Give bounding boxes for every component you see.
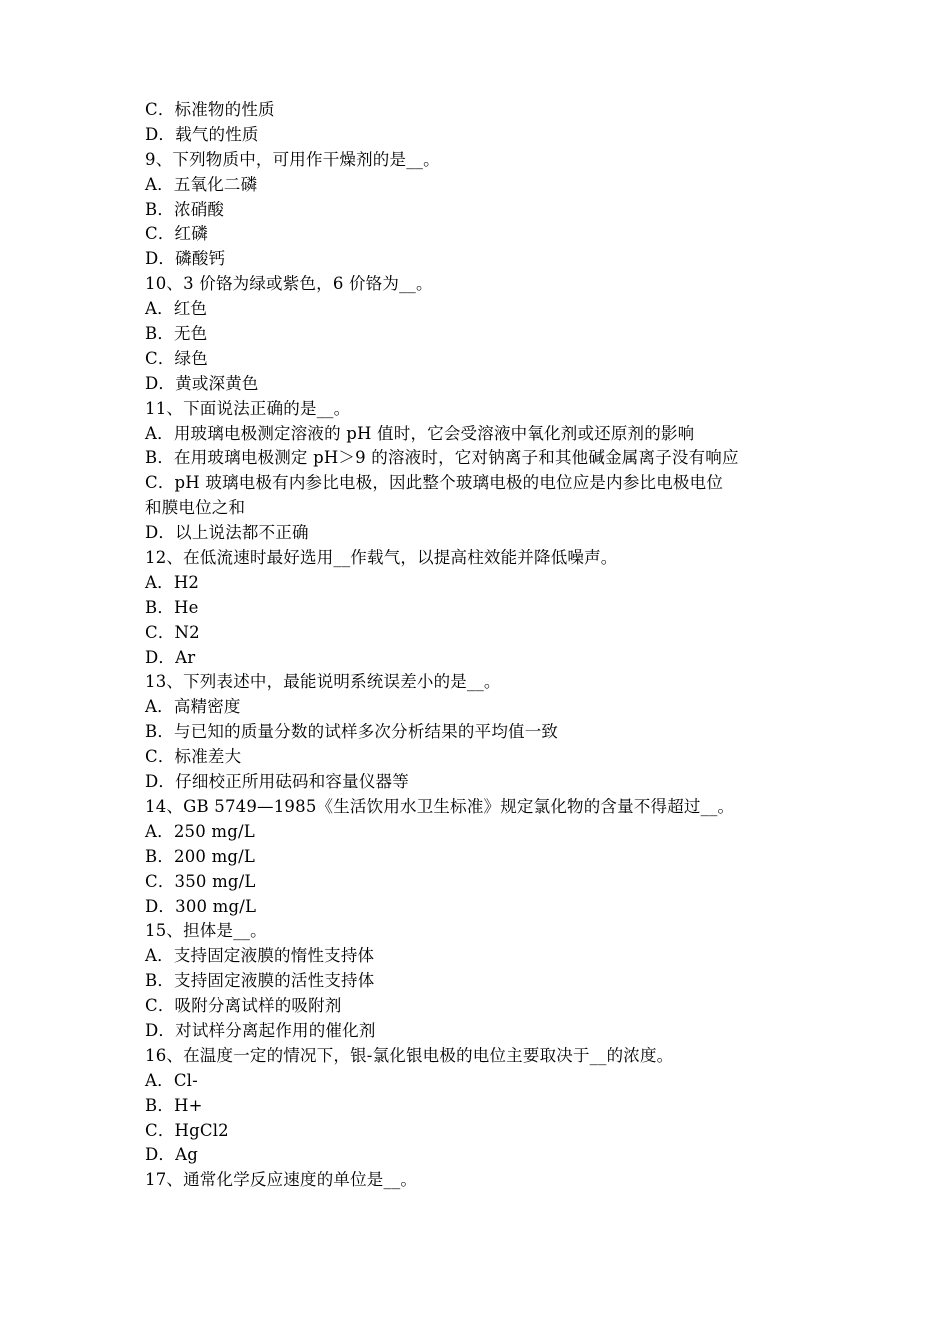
option-16c: C．HgCl2 — [145, 1120, 229, 1140]
option-16d: D．Ag — [145, 1145, 199, 1165]
option-11b: B．在用玻璃电极测定 pH＞9 的溶液时，它对钠离子和其他碱金属离子没有响应 — [145, 448, 739, 468]
option-10d: D．黄或深黄色 — [145, 373, 259, 393]
option-9c: C．红磷 — [145, 224, 208, 244]
option-14d: D．300 mg/L — [145, 896, 257, 916]
question-15: 15、担体是__。 — [145, 921, 267, 941]
option-9d: D．磷酸钙 — [145, 249, 226, 269]
question-16: 16、在温度一定的情况下，银-氯化银电极的电位主要取决于__的浓度。 — [145, 1045, 674, 1065]
option-8d: D．载气的性质 — [145, 124, 259, 144]
option-16a: A．Cl- — [145, 1070, 198, 1090]
option-16b: B．H+ — [145, 1095, 203, 1115]
option-14b: B．200 mg/L — [145, 846, 256, 866]
option-9a: A．五氧化二磷 — [145, 174, 258, 194]
question-12: 12、在低流速时最好选用__作载气，以提高柱效能并降低噪声。 — [145, 548, 618, 568]
option-10a: A．红色 — [145, 299, 208, 319]
option-15c: C．吸附分离试样的吸附剂 — [145, 996, 342, 1016]
option-11c-continued: 和膜电位之和 — [145, 498, 246, 518]
option-13c: C．标准差大 — [145, 747, 242, 767]
question-11: 11、下面说法正确的是__。 — [145, 398, 351, 418]
question-17: 17、通常化学反应速度的单位是__。 — [145, 1170, 418, 1190]
option-11c: C．pH 玻璃电极有内参比电极，因此整个玻璃电极的电位应是内参比电极电位 — [145, 473, 724, 493]
question-9: 9、下列物质中，可用作干燥剂的是__。 — [145, 149, 440, 169]
option-13b: B．与已知的质量分数的试样多次分析结果的平均值一致 — [145, 722, 559, 742]
option-14a: A．250 mg/L — [145, 821, 255, 841]
option-15d: D．对试样分离起作用的催化剂 — [145, 1020, 376, 1040]
option-12a: A．H2 — [145, 572, 200, 592]
option-14c: C．350 mg/L — [145, 871, 256, 891]
option-11d: D．以上说法都不正确 — [145, 523, 309, 543]
question-10: 10、3 价铬为绿或紫色，6 价铬为__。 — [145, 274, 433, 294]
option-13a: A．高精密度 — [145, 697, 241, 717]
option-12c: C．N2 — [145, 622, 200, 642]
option-12d: D．Ar — [145, 647, 196, 667]
option-10c: C．绿色 — [145, 348, 208, 368]
option-12b: B．He — [145, 597, 199, 617]
question-14: 14、GB 5749—1985《生活饮用水卫生标准》规定氯化物的含量不得超过__。 — [145, 796, 735, 816]
option-8c: C．标准物的性质 — [145, 100, 275, 119]
option-15a: A．支持固定液膜的惰性支持体 — [145, 946, 375, 966]
question-13: 13、下列表述中，最能说明系统误差小的是__。 — [145, 672, 501, 692]
option-10b: B．无色 — [145, 324, 208, 344]
option-13d: D．仔细校正所用砝码和容量仪器等 — [145, 772, 409, 792]
option-15b: B．支持固定液膜的活性支持体 — [145, 971, 375, 991]
option-11a: A．用玻璃电极测定溶液的 pH 值时，它会受溶液中氧化剂或还原剂的影响 — [145, 423, 695, 443]
option-9b: B．浓硝酸 — [145, 199, 225, 219]
